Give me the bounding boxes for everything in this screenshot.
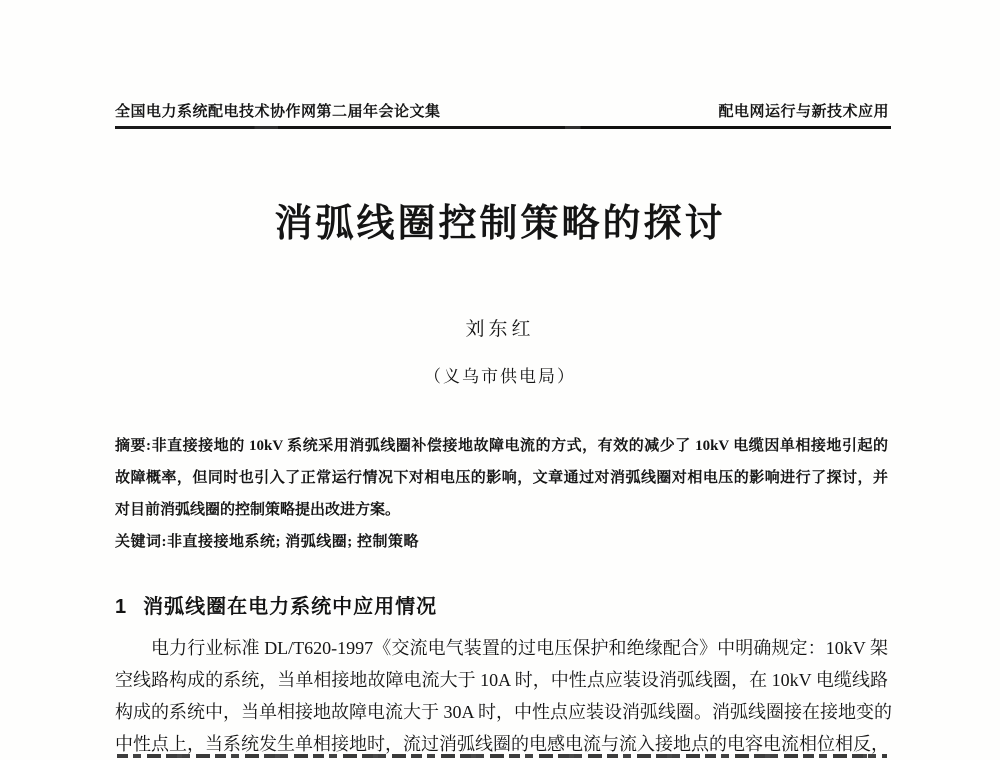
section-title: 消弧线圈在电力系统中应用情况 [143,596,438,618]
header-rule [115,126,891,129]
author-name: 刘东红 [465,319,535,340]
abstract-block [115,430,888,558]
paper-title: 消弧线圈控制策略的探讨 [274,203,726,245]
header-left-text: 全国电力系统配电技术协作网第二届年会论文集 [115,103,441,120]
abstract-line: 故障概率，但同时也引入了正常运行情况下对相电压的影响，文章通过对消弧线圈对相电压的影响进行了探讨，并 [115,470,888,486]
body-line: 构成的系统中，当单相接地故障电流大于 30A 时，中性点应装设消弧线圈。消弧线圈接在接地变的 [115,702,893,722]
header-right-text: 配电网运行与新技术应用 [718,103,889,120]
section-number: 1 [115,596,128,618]
clipped-bottom-line [117,754,887,758]
body-paragraph [115,632,893,760]
running-header [115,100,889,121]
keywords-line: 关键词:非直接接地系统; 消弧线圈; 控制策略 [115,534,419,550]
section-heading [115,590,437,619]
body-line: 空线路构成的系统，当单相接地故障电流大于 10A 时，中性点应装设消弧线圈，在 10kV 电缆线路 [115,670,888,690]
affiliation: （义乌市供电局） [424,367,576,386]
body-line: 中性点上，当系统发生单相接地时，流过消弧线圈的电感电流与流入接地点的电容电流相位相反， [115,734,889,754]
abstract-line: 摘要:非直接接地的 10kV 系统采用消弧线圈补偿接地故障电流的方式，有效的减少了 10kV 电缆因单相接地引起的 [115,438,888,454]
abstract-line: 对目前消弧线圈的控制策略提出改进方案。 [115,502,401,518]
body-line: 电力行业标准 DL/T620-1997《交流电气装置的过电压保护和绝缘配合》中明确规定：10kV 架 [151,638,888,658]
